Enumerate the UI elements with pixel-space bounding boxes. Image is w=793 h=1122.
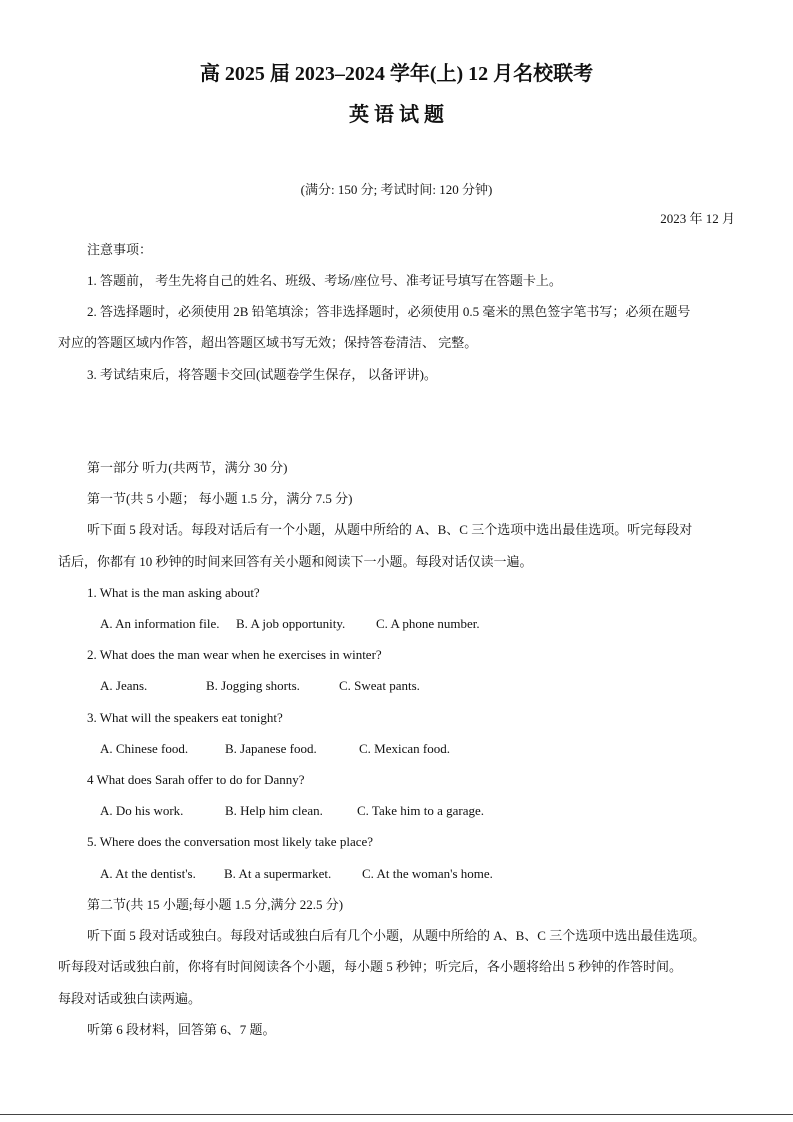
section1-instruction-line-1: 听下面 5 段对话。每段对话后有一个小题，从题中所给的 A、B、C 三个选项中选出最佳选项。听完每段对 [87,522,693,537]
section2-instruction-line-3: 每段对话或独白读两遍。 [58,991,202,1006]
notice-item-2-line-2: 对应的答题区域内作答，超出答题区域书写无效；保持答卷清洁、 完整。 [58,335,478,350]
section2-heading: 第二节(共 15 小题;每小题 1.5 分,满分 22.5 分) [87,897,344,912]
q3-option-b: B. Japanese food. [225,741,317,756]
q4-option-b: B. Help him clean. [225,803,323,818]
part1-heading: 第一部分 听力(共两节，满分 30 分) [87,460,288,475]
q2-option-a: A. Jeans. [100,678,148,693]
exam-date: 2023 年 12 月 [660,211,735,226]
question-5: 5. Where does the conversation most likely take place? [87,834,374,849]
question-1: 1. What is the man asking about? [87,585,260,600]
q4-option-c: C. Take him to a garage. [357,803,485,818]
q4-option-a: A. Do his work. [100,803,184,818]
question-4: 4 What does Sarah offer to do for Danny? [87,772,305,787]
section1-heading: 第一节(共 5 小题； 每小题 1.5 分，满分 7.5 分) [87,491,353,506]
q2-option-c: C. Sweat pants. [339,678,420,693]
q5-option-b: B. At a supermarket. [224,866,332,881]
notice-item-3: 3. 考试结束后，将答题卡交回(试题卷学生保存， 以备评讲)。 [87,367,437,382]
q1-option-c: C. A phone number. [376,616,480,631]
notice-item-1: 1. 答题前， 考生先将自己的姓名、班级、考场/座位号、准考证号填写在答题卡上。 [87,273,562,288]
q3-option-a: A. Chinese food. [100,741,189,756]
section2-instruction-line-2: 听每段对话或独白前，你将有时间阅读各个小题，每小题 5 秒钟；听完后，各小题将给出 5 秒钟的作答时间。 [58,959,683,974]
section2-instruction-line-1: 听下面 5 段对话或独白。每段对话或独白后有几个小题，从题中所给的 A、B、C 三个选项中选出最佳选项。 [87,928,706,943]
material-6-instruction: 听第 6 段材料，回答第 6、7 题。 [87,1022,276,1037]
page-bottom-rule [0,1114,793,1115]
notice-item-2-line-1: 2. 答选择题时，必须使用 2B 铅笔填涂；答非选择题时，必须使用 0.5 毫米的黑色签字笔书写；必须在题号 [87,304,691,319]
q2-option-b: B. Jogging shorts. [206,678,300,693]
score-time: (满分: 150 分; 考试时间: 120 分钟) [300,182,493,197]
exam-title: 高 2025 届 2023–2024 学年(上) 12 月名校联考 [199,63,594,85]
notice-heading: 注意事项： [87,242,153,257]
q1-option-a: A. An information file. [100,616,220,631]
q1-option-b: B. A job opportunity. [236,616,346,631]
question-2: 2. What does the man wear when he exercises in winter? [87,647,382,662]
q5-option-a: A. At the dentist's. [100,866,196,881]
question-3: 3. What will the speakers eat tonight? [87,710,283,725]
exam-subtitle: 英 语 试 题 [349,104,444,126]
q5-option-c: C. At the woman's home. [362,866,493,881]
q3-option-c: C. Mexican food. [359,741,450,756]
section1-instruction-line-2: 话后，你都有 10 秒钟的时间来回答有关小题和阅读下一小题。每段对话仅读一遍。 [58,554,533,569]
